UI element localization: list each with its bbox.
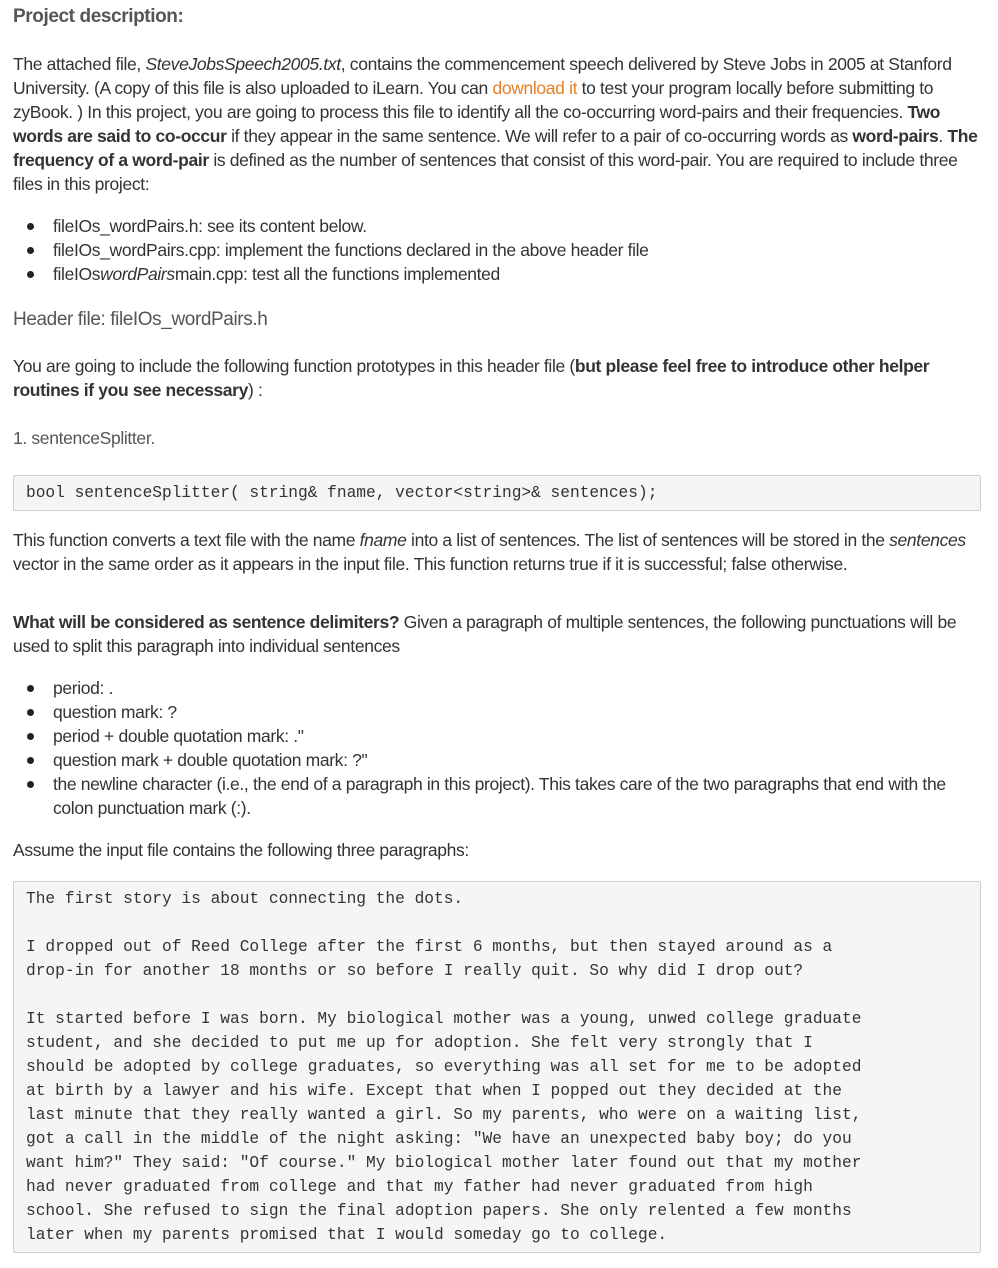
list-item: question mark: ? xyxy=(13,700,988,724)
speech-filename: SteveJobsSpeech2005.txt xyxy=(145,54,341,74)
function-1-prototype-box xyxy=(13,475,981,511)
intro-text-4: if they appear in the same sentence. We will refer to a pair of co-occurring words as xyxy=(226,126,853,146)
download-link[interactable]: download it xyxy=(492,78,578,98)
intro-text-2: , contains the commencement speech delivered by Steve Jobs in 2005 at Stanford University. (A copy of this file is also uploaded to iLearn. You can xyxy=(13,54,952,98)
function-1-label: 1. sentenceSplitter. xyxy=(13,428,155,448)
list-item: fileIOs_wordPairs.h: see its content below. xyxy=(13,214,988,238)
project-description-heading: Project description: xyxy=(13,6,184,27)
function-1-prototype-code: bool sentenceSplitter( string& fname, vector<string>& sentences); xyxy=(26,484,658,502)
intro-text-5: . xyxy=(938,126,948,146)
co-occur-term: Two words are said to co-occur xyxy=(13,102,941,146)
list-item: fileIOs_wordPairs.cpp: implement the functions declared in the above header file xyxy=(13,238,988,262)
list-item: question mark + double quotation mark: ?" xyxy=(13,748,988,772)
sample-input-box xyxy=(13,881,981,1253)
intro-text-1: The attached file, xyxy=(13,54,146,74)
list-item: the newline character (i.e., the end of a paragraph in this project). This takes care of the two paragraphs that end with the colon punctuation mark (:). xyxy=(13,772,988,820)
sample-input-text: The first story is about connecting the dots. I dropped out of Reed College after the first 6 months, but then stayed around as a drop-in for another 18 months or so before I really quit. So why did I drop out? It started before I was born. My biological mother was a young, unwed college graduate student, and she decided to put me up for adoption. She felt very strongly that I should be adopted by college graduates, so everything was all set for me to be adopted at birth by a lawyer and his wife. Except that when I popped out they decided at the last minute that they really wanted a girl. So my parents, who were on a waiting list, got a call in the middle of the night asking: "We have an unexpected baby boy; do you want him?" They said: "Of course." My biological mother later found out that my mother had never graduated from college and that my father had never graduated from high school. She refused to sign the final adoption papers. She only relented a few months later when my parents promised that I would someday go to college. xyxy=(26,890,862,1244)
required-files-list xyxy=(13,214,988,286)
intro-paragraph xyxy=(13,52,988,196)
header-file-heading: Header file: fileIOs_wordPairs.h xyxy=(13,309,268,330)
frequency-term: The frequency of a word-pair xyxy=(13,126,978,170)
intro-text-3: to test your program locally before submitting to zyBook. ) In this project, you are going to process this file to identify all the co-occurring word-pairs and their frequencies. xyxy=(13,78,934,122)
header-paragraph: You are going to include the following function prototypes in this header file (but please feel free to introduce other helper routines if you see necessary) : xyxy=(13,356,930,400)
function-1-description: This function converts a text file with the name fname into a list of sentences. The list of sentences will be stored in the sentences vector in the same order as it appears in the input file. This function returns true if it is successful; false otherwise. xyxy=(13,530,966,574)
word-pairs-term: word-pairs xyxy=(852,126,939,146)
list-item: period: . xyxy=(13,676,988,700)
assume-paragraph: Assume the input file contains the following three paragraphs: xyxy=(13,840,469,860)
intro-text-6: is defined as the number of sentences that consist of this word-pair. You are required to include three files in this project: xyxy=(13,150,958,194)
delimiters-paragraph: What will be considered as sentence delimiters? Given a paragraph of multiple sentences, the following punctuations will be used to split this paragraph into individual sentences xyxy=(13,612,957,656)
delimiters-list xyxy=(13,676,988,820)
list-item: period + double quotation mark: ." xyxy=(13,724,988,748)
list-item: fileIOswordPairsmain.cpp: test all the functions implemented xyxy=(13,262,988,286)
